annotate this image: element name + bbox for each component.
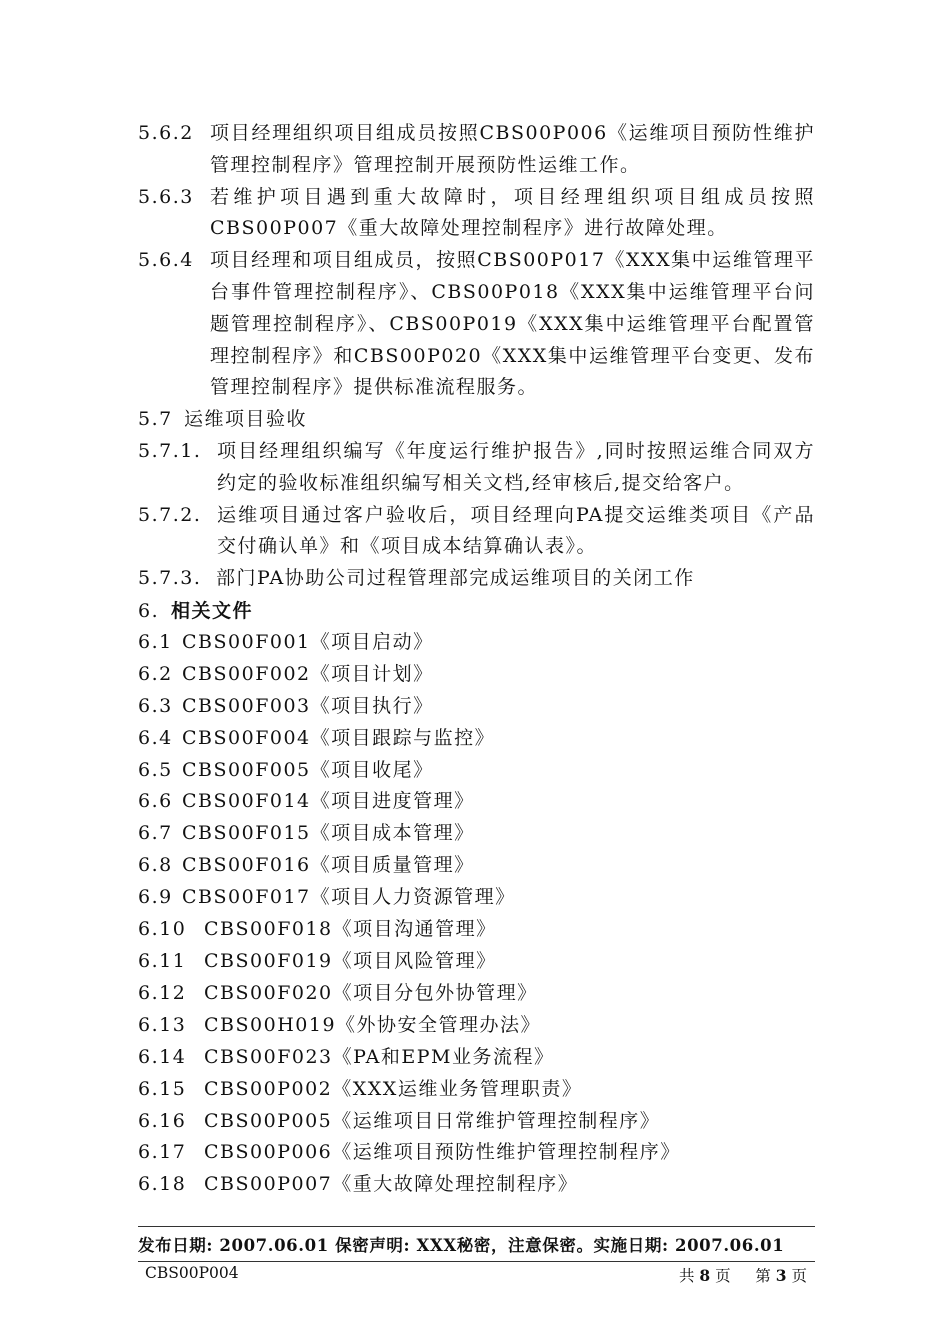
reference-number: 6.2 (138, 662, 173, 685)
page-number: 3 (775, 1266, 787, 1285)
total-pages: 8 (699, 1266, 711, 1285)
reference-item (138, 850, 815, 882)
section-heading-6 (138, 595, 815, 627)
reference-text: CBS00P006《运维项目预防性维护管理控制程序》 (204, 1141, 681, 1164)
section-number: 5.7 (138, 408, 173, 431)
reference-item (138, 1169, 815, 1201)
paragraph-number: 5.7.1. (138, 439, 202, 462)
reference-text: CBS00F016《项目质量管理》 (182, 854, 475, 877)
reference-item (138, 1010, 815, 1042)
reference-text: CBS00F020《项目分包外协管理》 (204, 981, 538, 1004)
paragraph-number: 5.6.4 (138, 249, 194, 272)
reference-text: CBS00F004《项目跟踪与监控》 (182, 726, 496, 749)
reference-text: CBS00P007《重大故障处理控制程序》 (204, 1173, 579, 1196)
reference-text: CBS00F018《项目沟通管理》 (204, 918, 497, 941)
reference-number: 6.15 (138, 1077, 187, 1100)
reference-text: CBS00P005《运维项目日常维护管理控制程序》 (204, 1109, 661, 1132)
paragraph-number: 5.6.3 (138, 185, 194, 208)
reference-item (138, 818, 815, 850)
paragraph-5-7-3 (138, 563, 815, 595)
reference-text: CBS00F005《项目收尾》 (182, 758, 434, 781)
reference-text: CBS00F019《项目风险管理》 (204, 950, 497, 973)
reference-number: 6.7 (138, 822, 173, 845)
page-prefix: 第 (755, 1267, 771, 1285)
reference-number: 6.3 (138, 694, 173, 717)
reference-text: CBS00P002《XXX运维业务管理职责》 (204, 1077, 583, 1100)
reference-text: CBS00F015《项目成本管理》 (182, 822, 475, 845)
paragraph-text: 项目经理和项目组成员，按照CBS00P017《XXX集中运维管理平台事件管理控制程序》、CBS00P018《XXX集中运维管理平台问题管理控制程序》、CBS00P019《XXX集中运维管理平台配置管理控制程序》和CBS00P020《XXX集中运维管理平台变更、发布管理控制程序》提供标准流程服务。 (210, 249, 815, 399)
reference-text: CBS00F017《项目人力资源管理》 (182, 886, 516, 909)
section-title: 运维项目验收 (184, 408, 308, 431)
document-code: CBS00P004 (145, 1264, 239, 1282)
section-number: 6. (138, 599, 160, 622)
reference-item (138, 786, 815, 818)
paragraph-5-6-3 (138, 182, 815, 246)
reference-item (138, 1042, 815, 1074)
reference-number: 6.11 (138, 950, 187, 973)
reference-item (138, 1074, 815, 1106)
reference-item (138, 914, 815, 946)
reference-text: CBS00F023《PA和EPM业务流程》 (204, 1045, 555, 1068)
paragraph-number: 5.6.2 (138, 122, 194, 144)
reference-number: 6.1 (138, 630, 173, 653)
section-heading-5-7 (138, 404, 815, 436)
footer-release-line: 发布日期: 2007.06.01 保密声明: XXX秘密，注意保密。实施日期: 2007.06.01 (138, 1236, 785, 1255)
reference-number: 6.9 (138, 886, 173, 909)
reference-item (138, 882, 815, 914)
footer-divider (138, 1226, 815, 1227)
reference-text: CBS00H019《外协安全管理办法》 (204, 1013, 542, 1036)
total-suffix: 页 (715, 1267, 731, 1285)
reference-item (138, 627, 815, 659)
paragraph-number: 5.7.2. (138, 503, 202, 526)
page-suffix: 页 (791, 1267, 807, 1285)
reference-number: 6.13 (138, 1013, 187, 1036)
reference-item (138, 946, 815, 978)
reference-text: CBS00F003《项目执行》 (182, 694, 434, 717)
paragraph-number: 5.7.3. (138, 567, 202, 590)
reference-text: CBS00F014《项目进度管理》 (182, 790, 475, 813)
reference-item (138, 659, 815, 691)
document-body (138, 118, 815, 1201)
section-title: 相关文件 (171, 599, 254, 622)
page-counter (679, 1264, 807, 1286)
reference-text: CBS00F001《项目启动》 (182, 630, 434, 653)
reference-number: 6.12 (138, 981, 187, 1004)
reference-item (138, 1106, 815, 1138)
paragraph-text: 部门PA协助公司过程管理部完成运维项目的关闭工作 (216, 567, 695, 590)
total-prefix: 共 (678, 1267, 695, 1285)
reference-number: 6.5 (138, 758, 173, 781)
reference-item (138, 723, 815, 755)
reference-number: 6.17 (138, 1141, 187, 1164)
paragraph-5-6-4 (138, 245, 815, 404)
paragraph-text: 项目经理组织编写《年度运行维护报告》,同时按照运维合同双方约定的验收标准组织编写相关文档,经审核后,提交给客户。 (217, 439, 815, 494)
reference-number: 6.8 (138, 854, 173, 877)
reference-number: 6.14 (138, 1045, 187, 1068)
paragraph-text: 若维护项目遇到重大故障时，项目经理组织项目组成员按照CBS00P007《重大故障处理控制程序》进行故障处理。 (210, 185, 815, 240)
paragraph-5-6-2 (138, 118, 815, 182)
reference-text: CBS00F002《项目计划》 (182, 662, 434, 685)
footer-divider (138, 1261, 815, 1262)
reference-item (138, 691, 815, 723)
reference-number: 6.18 (138, 1173, 187, 1196)
reference-number: 6.4 (138, 726, 173, 749)
paragraph-text: 项目经理组织项目组成员按照CBS00P006《运维项目预防性维护管理控制程序》管理控制开展预防性运维工作。 (210, 122, 815, 176)
paragraph-5-7-1 (138, 436, 815, 500)
reference-item (138, 755, 815, 787)
paragraph-5-7-2 (138, 500, 815, 564)
reference-number: 6.10 (138, 918, 187, 941)
paragraph-text: 运维项目通过客户验收后，项目经理向PA提交运维类项目《产品交付确认单》和《项目成本结算确认表》。 (217, 503, 815, 558)
reference-item (138, 1137, 815, 1169)
reference-item (138, 978, 815, 1010)
reference-number: 6.6 (138, 790, 173, 813)
reference-number: 6.16 (138, 1109, 187, 1132)
